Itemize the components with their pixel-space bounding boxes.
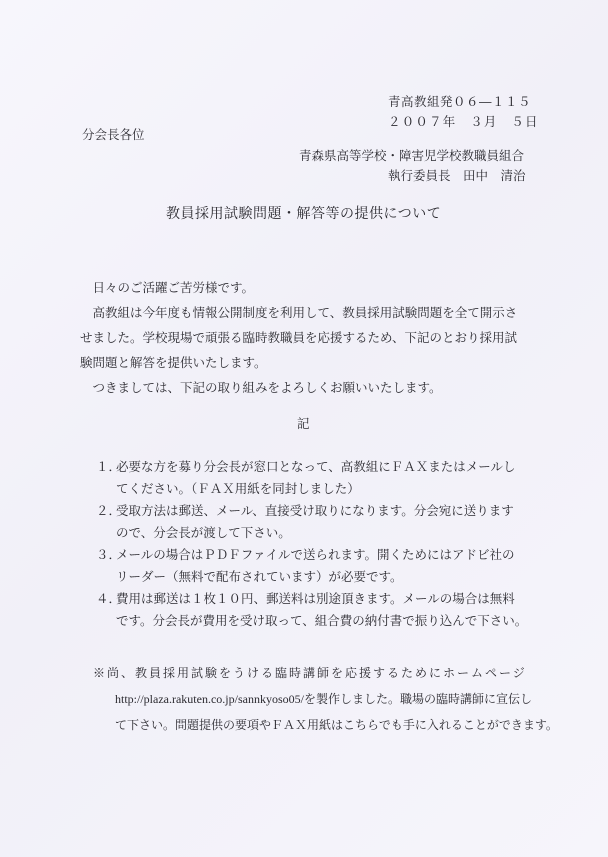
homepage-url: http://plaza.rakuten.co.jp/sannkyoso05/ [115, 692, 304, 706]
addressee: 分会長各位 [82, 127, 145, 142]
footnote-line-2 [93, 686, 593, 712]
document-title: 教員採用試験問題・解答等の提供について [166, 206, 442, 222]
item-text-line-1: 受取方法は郵送、メール、直接受け取りになります。分会宛に送ります [116, 503, 514, 518]
item-text-line-2: です。分会長が費用を受け取って、組合費の納付書で振り込んで下さい。 [116, 613, 528, 628]
body-text [80, 275, 580, 400]
item-number: ４． [96, 591, 122, 606]
paragraph-2: つきましては、下記の取り組みをよろしくお願いいたします。 [92, 380, 442, 395]
footnote [93, 660, 593, 738]
item-text-line-1: メールの場合はＰＤＦファイルで送られます。開くためにはアドビ社の [116, 547, 515, 562]
sender-signer: 執行委員長 田中 清治 [388, 168, 526, 183]
item-number: １． [96, 459, 122, 474]
footnote-line-3: て下さい。問題提供の要項やＦＡＸ用紙はこちらでも手に入れることができます。 [115, 718, 558, 732]
document-date: ２００７年 ３月 ５日 [388, 114, 539, 129]
list-item [96, 544, 586, 588]
item-text-line-2: ので、分会長が渡して下さい。 [116, 525, 291, 540]
item-text-line-1: 費用は郵送は１枚１０円、郵送料は別途頂きます。メールの場合は無料 [116, 591, 515, 606]
item-text-line-1: 必要な方を募り分会長が窓口となって、高教組にＦＡＸまたはメールし [116, 459, 516, 474]
item-text-line-2: リーダー（無料で配布されています）が必要です。 [116, 569, 403, 584]
list-item [96, 588, 586, 632]
item-list [96, 456, 586, 632]
paragraph-1-line-1: 高教組は今年度も情報公開制度を利用して、教員採用試験問題を全て開示さ [92, 305, 518, 320]
paragraph-1-line-3: 験問題と解答を提供いたします。 [80, 355, 267, 370]
list-item [96, 456, 586, 500]
greeting: 日々のご活躍ご苦労様です。 [92, 280, 255, 295]
footnote-line-1: ※尚、教員採用試験をうける臨時講師を応援するためにホームページ [93, 666, 527, 680]
sender-organization: 青森県高等学校・障害児学校教職員組合 [299, 148, 525, 163]
ki-heading: 記 [297, 416, 310, 431]
paragraph-1-line-2: せました。学校現場で頑張る臨時教職員を応援するため、下記のとおり採用試 [80, 330, 518, 345]
footnote-line-2-text: を製作しました。職場の臨時講師に宣伝し [303, 692, 532, 706]
item-number: ２． [96, 503, 122, 518]
document-number: 青高教組発０６―１１５ [388, 94, 532, 109]
list-item [96, 500, 586, 544]
item-text-line-2: てください。（ＦＡＸ用紙を同封しました） [116, 481, 360, 496]
item-number: ３． [96, 547, 122, 562]
